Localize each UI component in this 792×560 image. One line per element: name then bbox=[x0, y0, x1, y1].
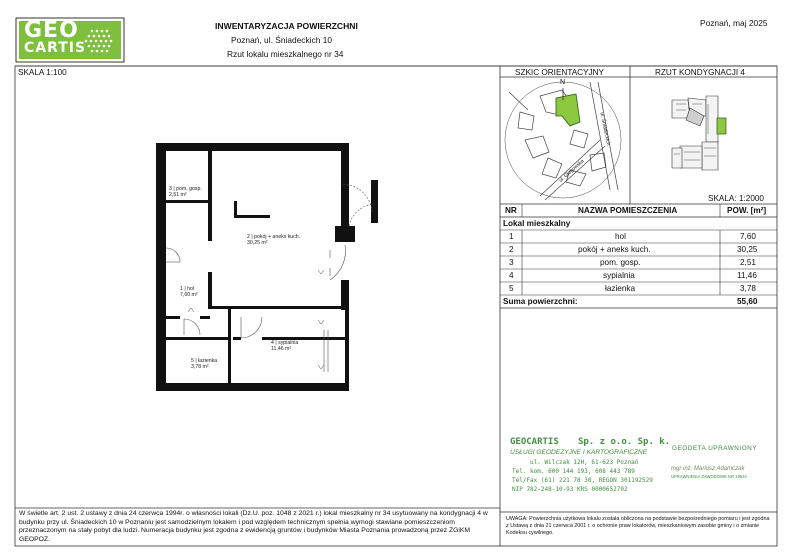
document-title: INWENTARYZACJA POWIERZCHNI bbox=[215, 21, 358, 31]
table-row: pom. gosp. bbox=[600, 258, 641, 267]
level-plan bbox=[672, 96, 718, 170]
parcel-highlight bbox=[556, 94, 580, 126]
table-row: 2 bbox=[509, 245, 514, 254]
sketch-scale: SKALA: 1:2000 bbox=[708, 194, 764, 203]
table-header-area: POW. [m²] bbox=[727, 206, 767, 215]
company-services: USŁUGI GEODEZYJNE I KARTOGRAFICZNE bbox=[510, 449, 648, 456]
north-label: N bbox=[560, 79, 566, 86]
table-row: hol bbox=[615, 232, 626, 241]
floor-plan bbox=[156, 143, 378, 391]
logo-geo: GEO bbox=[24, 18, 79, 43]
company-name: GEOCARTIS bbox=[510, 437, 559, 447]
street-label-2: ul. Głogowska bbox=[558, 158, 586, 184]
logo-cartis: CARTIS bbox=[24, 40, 87, 56]
table-group: Lokal mieszkalny bbox=[503, 219, 571, 228]
table-row: 30,25 bbox=[737, 245, 758, 254]
room-3-label: 3 | pom. gosp. 2,51 m² bbox=[169, 186, 202, 198]
table-header-name: NAZWA POMIESZCZENIA bbox=[578, 206, 678, 215]
footer-remark: UWAGA: Powierzchnia użytkowa lokalu została obliczona na podstawie bezpośredniego pomiaru i jest zgodna z Ustawą z dnia 21 czerwca 2001 r. o ochronie praw lokatorów, mieszkaniowym zasobie gminy i o zmianie Kodeksu cywilnego. bbox=[506, 516, 770, 537]
table-row: sypialnia bbox=[603, 271, 635, 280]
room-1-label: 1 | hol 7,60 m² bbox=[180, 286, 198, 298]
total-value: 55,60 bbox=[737, 297, 758, 306]
table-row: 1 bbox=[509, 232, 514, 241]
room-2-label: 2 | pokój + aneks kuch. 30,25 m² bbox=[247, 234, 301, 246]
surveyor-name: mgr inż. Mariusz Adamczak bbox=[671, 466, 745, 472]
table-header-nr: NR bbox=[505, 206, 517, 215]
table-row: łazienka bbox=[605, 284, 636, 293]
level-title: RZUT KONDYGNACJI 4 bbox=[655, 68, 745, 77]
sketch-title: SZKIC ORIENTACYJNY bbox=[515, 68, 605, 77]
room-5-label: 5 | łazienka 3,78 m² bbox=[191, 358, 218, 370]
company-ids: NIP 782-248-10-93 KRS 0000652702 bbox=[512, 486, 628, 493]
table-row: 3,78 bbox=[740, 284, 756, 293]
table-row: pokój + aneks kuch. bbox=[578, 245, 651, 254]
table-row: 3 bbox=[509, 258, 514, 267]
surveyor-license: UPRAWNIENIA ZAWODOWE NR 19534 bbox=[671, 474, 747, 479]
table-row: 4 bbox=[509, 271, 514, 280]
company-form: Sp. z o.o. Sp. k. bbox=[578, 437, 671, 447]
company-fax: Tel/Fax (61) 221 78 30, REGON 301192529 bbox=[512, 477, 653, 484]
total-label: Suma powierzchni: bbox=[503, 297, 578, 306]
company-phones: Tel. kom. 600 144 193, 608 443 789 bbox=[512, 468, 635, 475]
document-address: Poznań, ul. Śniadeckich 10 bbox=[231, 35, 333, 45]
surveyor-title: GEODETA UPRAWNIONY bbox=[672, 445, 757, 452]
place-date: Poznań, maj 2025 bbox=[700, 18, 768, 28]
footer-note: W świetle art. 2 ust. 2 ustawy z dnia 24 czerwca 1994r. o własności lokali (Dz.U. poz. 1048 z 2021 r.) lokal mieszkalny nr 34 usytuowany na kondygnacji 4 w budynku przy ul. Śniadeckich 10 w Poznaniu jest samodzielnym lokalem i pod względem technicznym spełnia wymogi stawiane pomieszczeniom przeznaczonym na stały pobyt dla ludzi. Numeracja budynku jest zgodna z ewidencją gruntów i budynków Miasta Poznania prowadzoną przez ZGiKM GEOPOZ. bbox=[19, 510, 488, 543]
company-address: ul. Wilczak 12H, 61-623 Poznań bbox=[530, 459, 639, 466]
document-subtitle: Rzut lokalu mieszkalnego nr 34 bbox=[227, 49, 344, 59]
scale-main: SKALA 1:100 bbox=[18, 68, 67, 77]
table-row: 2,51 bbox=[740, 258, 756, 267]
room-4-label: 4 | sypialnia 11,46 m² bbox=[271, 340, 299, 352]
table-row: 5 bbox=[509, 284, 514, 293]
table-row: 11,46 bbox=[737, 271, 757, 280]
table-row: 7,60 bbox=[740, 232, 756, 241]
street-label-1: ul. Śniadeckich bbox=[598, 111, 612, 147]
unit-highlight bbox=[717, 118, 726, 134]
